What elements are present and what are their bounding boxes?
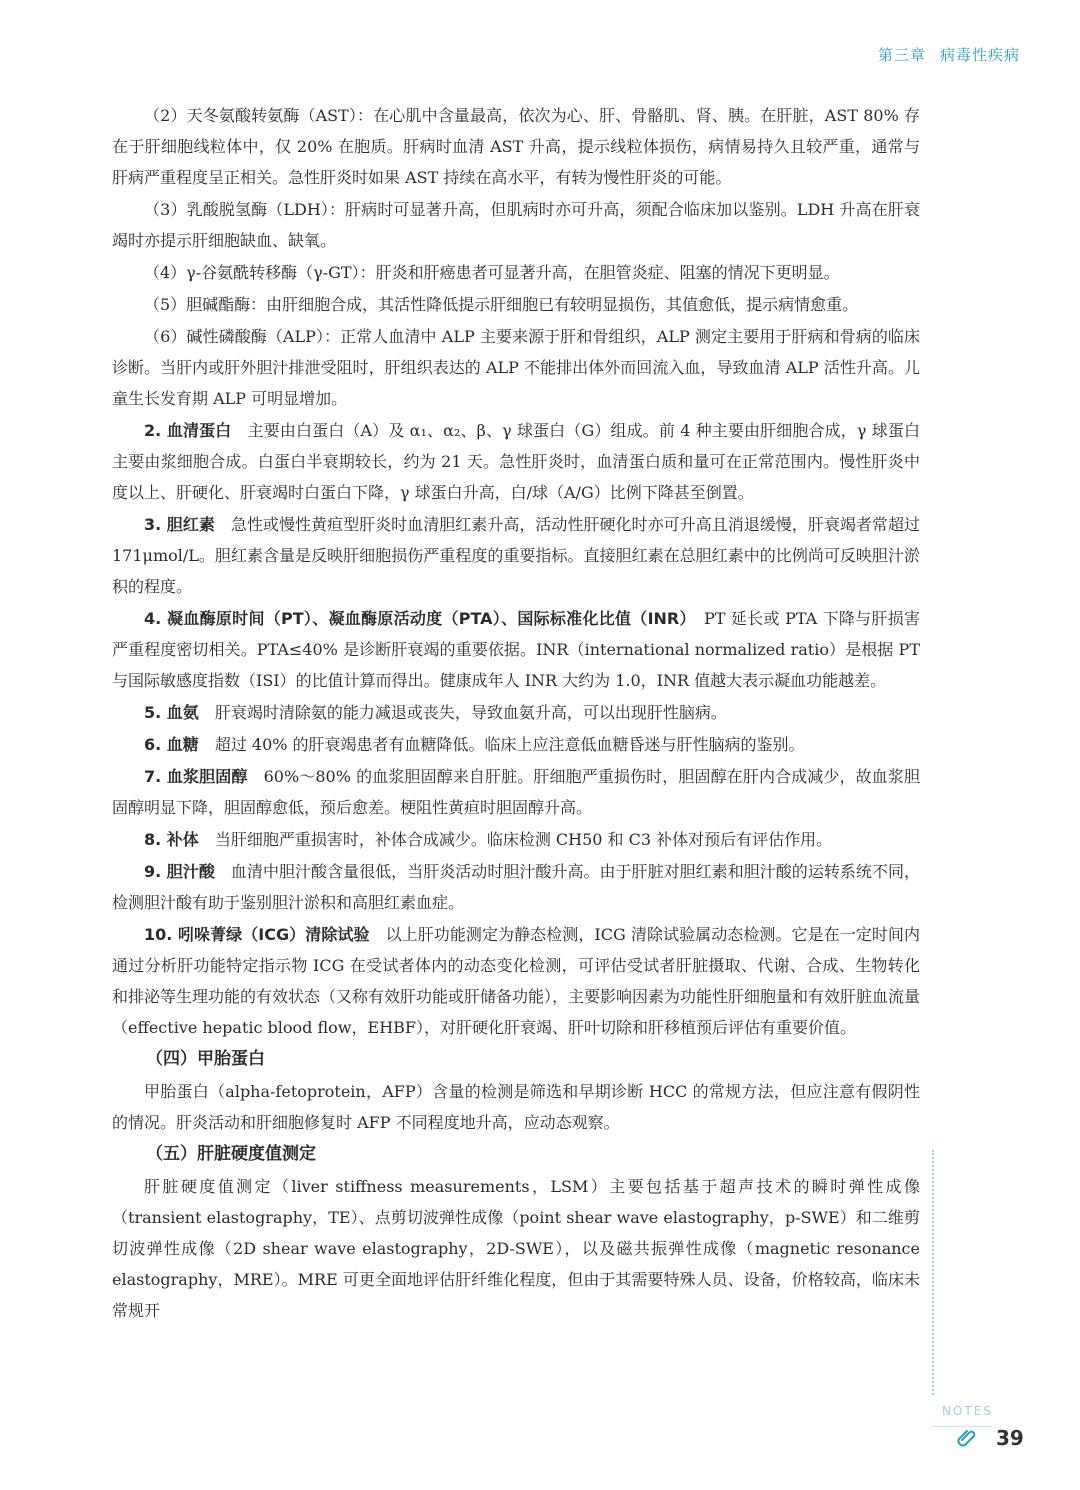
text-complement: 当肝细胞严重损害时，补体合成减少。临床检测 CH50 和 C3 补体对预后有评估作用。 [214, 830, 833, 849]
chapter-label: 第三章 [877, 46, 926, 64]
text-glucose: 超过 40% 的肝衰竭患者有血糖降低。临床上应注意低血糖昏迷与肝性脑病的鉴别。 [214, 735, 805, 754]
paragraph-glucose [112, 729, 920, 760]
page-body [112, 100, 920, 1327]
notes-margin-line [932, 1150, 934, 1395]
paragraph-bile-acid [112, 856, 920, 918]
page-number: 39 [996, 1426, 1024, 1450]
text-serum-protein: 主要由白蛋白（A）及 α₁、α₂、β、γ 球蛋白（G）组成。前 4 种主要由肝细胞合成，γ 球蛋白主要由浆细胞合成。白蛋白半衰期较长，约为 21 天。急性肝炎时，血清蛋白质和量可在正常范围内。慢性肝炎中度以上、肝硬化、肝衰竭时白蛋白下降，γ 球蛋白升高，白/球（A/G）比例下降甚至倒置。 [112, 421, 920, 502]
section-heading-lsm: （五）肝脏硬度值测定 [146, 1144, 316, 1164]
heading-glucose: 6. 血糖 [144, 735, 199, 754]
chapter-title: 病毒性疾病 [939, 46, 1020, 64]
paragraph-ammonia [112, 697, 920, 728]
heading-bile-acid: 9. 胆汁酸 [144, 862, 215, 881]
paragraph-che: （5）胆碱酯酶：由肝细胞合成，其活性降低提示肝细胞已有较明显损伤，其值愈低，提示病情愈重。 [144, 295, 859, 314]
text-bile-acid: 血清中胆汁酸含量很低，当肝炎活动时胆汁酸升高。由于肝脏对胆红素和胆汁酸的运转系统不同，检测胆汁酸有助于鉴别胆汁淤积和高胆红素血症。 [112, 862, 920, 912]
paragraph-bilirubin [112, 509, 920, 602]
heading-cholesterol: 7. 血浆胆固醇 [144, 767, 248, 786]
notes-label: NOTES [942, 1404, 993, 1418]
text-icg: 以上肝功能测定为静态检测，ICG 清除试验属动态检测。它是在一定时间内通过分析肝功能特定指示物 ICG 在受试者体内的动态变化检测，可评估受试者肝脏摄取、代谢、合成、生物转化和排泌等生理功能的有效状态（又称有效肝功能或肝储备功能），主要影响因素为功能性肝细胞量和有效肝脏血流量（effective hepatic blood flow，EHBF），对肝硬化肝衰竭、肝叶切除和肝移植预后评估有重要价值。 [112, 925, 921, 1037]
paragraph-ggt: （4）γ-谷氨酰转移酶（γ-GT）：肝炎和肝癌患者可显著升高，在胆管炎症、阻塞的情况下更明显。 [144, 263, 840, 282]
paragraph-pt [112, 603, 920, 696]
heading-serum-protein: 2. 血清蛋白 [144, 421, 232, 440]
paragraph-ast: （2）天冬氨酸转氨酶（AST）：在心肌中含量最高，依次为心、肝、骨骼肌、肾、胰。在肝脏，AST 80% 存在于肝细胞线粒体中，仅 20% 在胞质。肝病时血清 AST 升高，提示线粒体损伤，病情易持久且较严重，通常与肝病严重程度呈正相关。急性肝炎时如果 AST 持续在高水平，有转为慢性肝炎的可能。 [112, 106, 920, 187]
paragraph-serum-protein [112, 415, 920, 508]
text-pt: PT 延长或 PTA 下降与肝损害严重程度密切相关。PTA≤40% 是诊断肝衰竭的重要依据。INR（international normalized ratio）是根据 PT 与国际敏感度指数（ISI）的比值计算而得出。健康成年人 INR 大约为 1.0，INR 值越大表示凝血功能越差。 [112, 609, 920, 690]
heading-ammonia: 5. 血氨 [144, 703, 199, 722]
heading-pt: 4. 凝血酶原时间（PT）、凝血酶原活动度（PTA）、国际标准化比值（INR） [144, 609, 688, 628]
heading-complement: 8. 补体 [144, 830, 199, 849]
paragraph-cholesterol [112, 761, 920, 823]
text-ammonia: 肝衰竭时清除氨的能力减退或丧失，导致血氨升高，可以出现肝性脑病。 [214, 703, 727, 722]
paragraph-lsm: 肝脏硬度值测定（liver stiffness measurements，LSM）主要包括基于超声技术的瞬时弹性成像（transient elastography，TE）、点剪切波弹性成像（point shear wave elastography，p-SWE）和二维剪切波弹性成像（2D shear wave elastography，2D-SWE），以及磁共振弹性成像（magnetic resonance elastography，MRE）。MRE 可更全面地评估肝纤维化程度，但由于其需要特殊人员、设备，价格较高，临床未常规开 [112, 1177, 920, 1320]
heading-icg: 10. 吲哚菁绿（ICG）清除试验 [144, 925, 370, 944]
paragraph-ldh: （3）乳酸脱氢酶（LDH）：肝病时可显著升高，但肌病时亦可升高，须配合临床加以鉴别。LDH 升高在肝衰竭时亦提示肝细胞缺血、缺氧。 [112, 200, 920, 250]
section-heading-afp: （四）甲胎蛋白 [146, 1049, 265, 1069]
text-bilirubin: 急性或慢性黄疸型肝炎时血清胆红素升高，活动性肝硬化时亦可升高且消退缓慢，肝衰竭者常超过 171μmol/L。胆红素含量是反映肝细胞损伤严重程度的重要指标。直接胆红素在总胆红素中的比例尚可反映胆汁淤积的程度。 [112, 515, 920, 596]
text-cholesterol: 60%～80% 的血浆胆固醇来自肝脏。肝细胞严重损伤时，胆固醇在肝内合成减少，故血浆胆固醇明显下降，胆固醇愈低，预后愈差。梗阻性黄疸时胆固醇升高。 [112, 767, 920, 817]
paragraph-complement [112, 824, 920, 855]
heading-bilirubin: 3. 胆红素 [144, 515, 215, 534]
paragraph-icg [112, 919, 920, 1043]
running-header [864, 44, 1020, 65]
paragraph-afp: 甲胎蛋白（alpha-fetoprotein，AFP）含量的检测是筛选和早期诊断 HCC 的常规方法，但应注意有假阴性的情况。肝炎活动和肝细胞修复时 AFP 不同程度地升高，应动态观察。 [112, 1082, 920, 1132]
paperclip-icon [956, 1426, 980, 1450]
paragraph-alp: （6）碱性磷酸酶（ALP）：正常人血清中 ALP 主要来源于肝和骨组织，ALP 测定主要用于肝病和骨病的临床诊断。当肝内或肝外胆汁排泄受阻时，肝组织表达的 ALP 不能排出体外而回流入血，导致血清 ALP 活性升高。儿童生长发育期 ALP 可明显增加。 [112, 327, 920, 408]
